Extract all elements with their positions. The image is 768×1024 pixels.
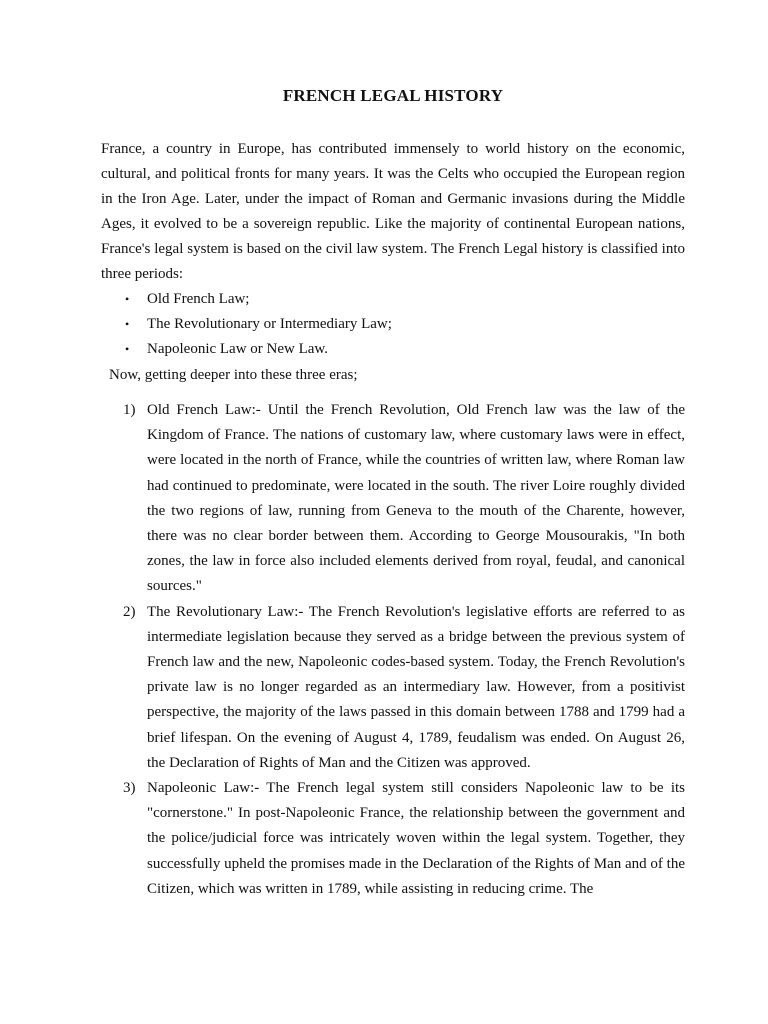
intro-paragraph: France, a country in Europe, has contributed immensely to world history on the economic, cultural, and political fronts for many years. It was the Celts who occupied the European region in the Iron Age. Later, under the impact of Roman and Germanic invasions during the Middle Ages, it evolved to be a sovereign republic. Like the majority of continental European nations, France's legal system is based on the civil law system. The French Legal history is classified into three periods: xyxy=(101,141,685,282)
era-item xyxy=(101,600,685,776)
bullet-icon: • xyxy=(125,342,130,356)
era-number: 3) xyxy=(123,780,136,797)
era-text: Napoleonic Law:- The French legal system still considers Napoleonic law to be its "cornerstone." In post-Napoleonic France, the relationship between the government and the police/judicial force was intricately woven within the legal system. Together, they successfully upheld the promises made in the Declaration of the Rights of Man and of the Citizen, which was written in 1789, while assisting in reducing crime. The xyxy=(147,780,685,897)
era-number: 2) xyxy=(123,603,136,620)
period-item xyxy=(101,337,685,362)
period-item-text: Napoleonic Law or New Law. xyxy=(147,341,329,357)
bullet-icon: • xyxy=(125,292,130,306)
period-item xyxy=(101,312,685,337)
period-item xyxy=(101,287,685,312)
period-item-text: Old French Law; xyxy=(147,291,250,307)
era-number: 1) xyxy=(123,402,136,418)
document-title: FRENCH LEGAL HISTORY xyxy=(282,86,504,105)
eras-list xyxy=(101,398,685,902)
period-item-text: The Revolutionary or Intermediary Law; xyxy=(147,316,392,332)
era-item xyxy=(101,398,685,600)
periods-list xyxy=(101,287,685,362)
bullet-icon: • xyxy=(125,317,130,331)
era-text: Old French Law:- Until the French Revolution, Old French law was the law of the Kingdom of France. The nations of customary law, where customary laws were in effect, were located in the north of France, while the countries of written law, where Roman law had continued to predominate, were located in the south. The river Loire roughly divided the two regions of law, running from Geneva to the mouth of the Charente, however, there was no clear border between them. According to George Mousourakis, "In both zones, the law in force also included elements derived from royal, feudal, and canonical sources." xyxy=(147,402,685,595)
era-text: The Revolutionary Law:- The French Revolution's legislative efforts are referred to as intermediate legislation because they served as a bridge between the previous system of French law and the new, Napoleonic codes-based system. Today, the French Revolution's private law is no longer regarded as an intermediary law. However, from a positivist perspective, the majority of the laws passed in this domain between 1788 and 1799 had a brief lifespan. On the evening of August 4, 1789, feudalism was ended. On August 26, the Declaration of Rights of Man and the Citizen was approved. xyxy=(147,603,685,771)
era-item xyxy=(101,776,685,902)
eras-lead-text: Now, getting deeper into these three eras; xyxy=(109,367,358,383)
